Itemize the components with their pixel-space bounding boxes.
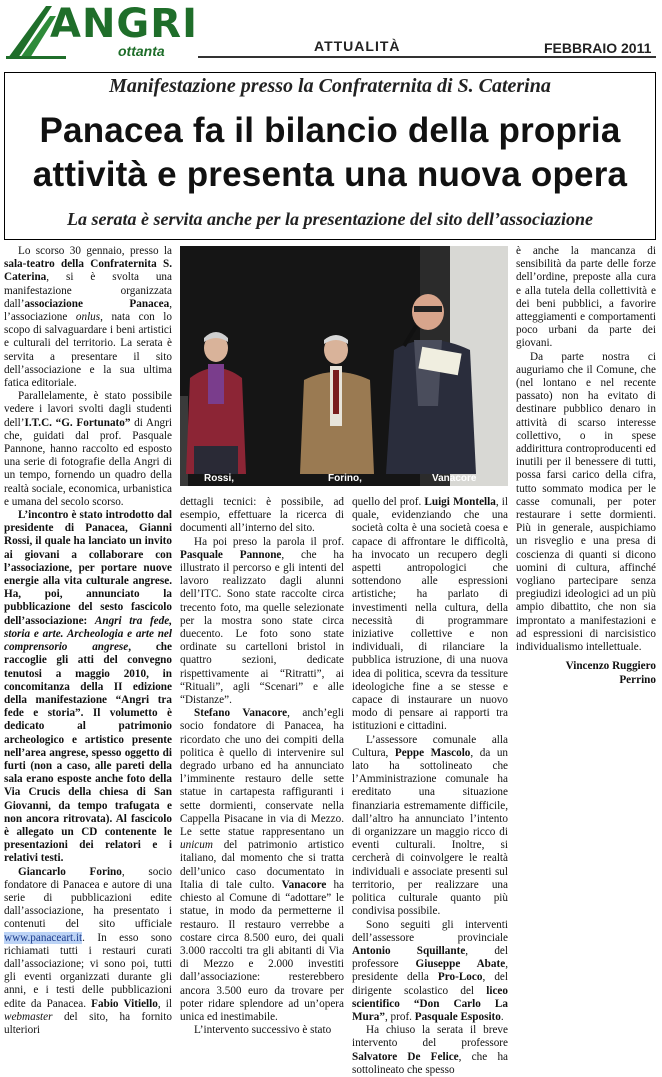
text: , nata con lo scopo di salvaguardare i beni artistici e culturali del territorio. La serata è servita a presentare il sito dell’associazione e la sua ultima fatica editoriale. (4, 311, 172, 390)
article-column-2 (180, 496, 344, 1037)
text: Antonio Squillante (352, 944, 466, 957)
caption-vanacore: Vanacore (432, 473, 477, 484)
text: Angri tra fede, storia e arte. Archeologia e arte nel comprensorio angrese (4, 614, 172, 654)
headline-box (4, 72, 656, 240)
paragraph (352, 734, 508, 919)
logo-sub-text: ottanta (118, 43, 165, 59)
text: Ha poi preso la parola il prof. (194, 535, 344, 548)
paragraph (4, 245, 172, 390)
paragraph: L’intervento successivo è stato (194, 1024, 332, 1037)
text: , che raccoglie gli atti del convegno tenutosi a maggio 2010, in concomitanza della II edizione della manifestazione “Angri tra fede e storia”. Il volumetto è dedicato al patrimonio archeologico e artistico presente nell’area angrese, spesso oggetto di furti (non a caso, alle pareti della sala erano esposte anche foto della Via Crucis della chiesa di San Giovanni, da tempo trafugata e non ancora ritrovata). Al fascicolo è allegato un CD contenente le presentazioni dei relatori e i relativi testi. (4, 641, 172, 865)
paragraph: dettagli tecnici: è possibile, ad esempio, effettuare la ricerca di documenti all’interno del sito. (180, 496, 344, 535)
kicker: Manifestazione presso la Confraternita di S. Caterina (109, 75, 551, 97)
text: sala-teatro della Confraternita S. Caterina (4, 258, 172, 284)
text: associazione Panacea (24, 297, 170, 310)
text: del patrimonio artistico italiano, dal momento che si tratta dell’unico caso documentato in Italia di tale culto. (180, 839, 344, 891)
subheadline: La serata è servita anche per la presentazione del sito dell’associazione (67, 209, 593, 229)
text: Stefano Vanacore (194, 707, 288, 720)
paragraph (180, 536, 344, 708)
text: Pro-Loco (437, 971, 483, 984)
text: L’assessore comunale alla Cultura, (352, 733, 508, 759)
text: , l’associazione (4, 297, 172, 324)
text: , si è svolta una manifestazione organizzata dall’ (4, 271, 172, 310)
text: . In esso sono richiamati tutti i restauri curati dall’associazione; vi sono poi, tutti gli eventi organizzati durante gli anni, e i testi delle pubblicazioni edite da Panacea. (4, 931, 172, 1010)
text: . (500, 1010, 504, 1023)
caption-rossi: Rossi, (204, 473, 235, 484)
text: , del professore (352, 944, 509, 971)
text: Ha chiuso la serata il breve intervento del professore (352, 1024, 508, 1050)
text: , prof. (384, 1010, 415, 1023)
headline (5, 109, 655, 197)
text: ha chiesto al Comune di “adottare” le statue, in modo da permetterne il restauro. Il restauro verrebbe a costare circa 8.500 euro, dei quali 3.000 raccolti tra gli abitanti di Via di Mezzo e 2.000 investiti dall’associazione: resterebbero ancora 3.500 euro da trovare per poter ridare splendore ad un’opera unica ed inestimabile. (180, 878, 345, 1023)
text: webmaster (4, 1010, 53, 1023)
text: Luigi Montella (424, 496, 496, 508)
text: Peppe Mascolo (394, 746, 471, 759)
text: Vanacore (281, 878, 327, 891)
article-column-1 (4, 245, 172, 1037)
text: liceo scientifico “Don Carlo La Mura” (352, 984, 508, 1023)
text: del sito, ha fornito ulteriori (4, 1010, 172, 1036)
event-photo (180, 246, 508, 486)
paragraph (4, 866, 172, 1038)
section-label: ATTUALITÀ (314, 38, 401, 54)
text: di Angri che, guidati dal prof. Pasquale Pannone, hanno raccolto ed esposto una serie di fotografie della Angri di un tempo, fornendo un quadro della realtà sociale, economica, urbanistica e umana del secolo scorso. (4, 416, 172, 508)
text: Perrino (619, 673, 656, 686)
text: , del dirigente scolastico del (352, 971, 509, 997)
paragraph (352, 1024, 508, 1077)
text: Vincenzo Ruggiero (565, 660, 656, 673)
text: Giancarlo Forino (18, 865, 122, 878)
text: , presidente della (352, 958, 508, 984)
text: , da un lato ha sottolineato che l’Amministrazione comunale ha ereditato una situazione finanziaria estremamente difficile, dall’altro ha annunciato l’intento di organizzare un maggio ricco di eventi culturali. Inoltre, si cercherà di coinvolgere le realtà individuali e associate presenti sul territorio, per realizzare una politica culturale quanto più condivisa possibile. (352, 746, 509, 918)
text: Salvatore De Felice (352, 1050, 459, 1063)
text: , anch’egli socio fondatore di Panacea, ha ricordato che uno dei compiti della politica è quello di intervenire sul degrado urbano ed ha annunciato l’imminente restauro delle sette statue in cartapesta raffiguranti i sette dormienti, conservate nella Cappella Pisacane in via di Mezzo. Le sette statue rappresentano un (180, 707, 344, 839)
text: quello del prof. (352, 496, 425, 508)
angri-ottanta-logo (6, 1, 198, 60)
article-column-4 (516, 245, 656, 687)
photo-scene (180, 246, 508, 486)
site-link[interactable]: www.panaceart.it (4, 931, 83, 944)
header-rule (198, 56, 656, 58)
text: Parallelamente, è stato possibile vedere i lavori svolti dagli studenti dell’ (4, 390, 172, 429)
text: Sono seguiti gli interventi dell’assessore provinciale (352, 918, 508, 944)
issue-date: FEBBRAIO 2011 (544, 40, 652, 56)
caption-forino: Forino, (328, 473, 362, 484)
masthead (0, 0, 662, 66)
text: , il (157, 997, 172, 1010)
text: Pasquale Pannone (180, 548, 282, 561)
text: L’incontro è stato introdotto dal presidente di Panacea, Gianni Rossi, il quale ha lanciato un invito ai giovani a collaborare con l’associazione, per portare nuove energie alla vita culturale angrese. Ha, poi, annunciato la pubblicazione del sesto fascicolo dell’associazione: (4, 509, 172, 627)
paragraph (180, 707, 344, 1024)
text: Lo scorso 30 gennaio, presso la (18, 245, 172, 257)
paragraph (352, 919, 508, 1025)
paragraph (4, 509, 172, 865)
text: Giuseppe Abate (415, 958, 506, 971)
paragraph (352, 496, 508, 734)
text: Fabio Vitiello (91, 997, 158, 1010)
headline-line-1: Panacea fa il bilancio della propria (39, 111, 621, 150)
text: , che ha sottolineato che spesso (352, 1050, 508, 1076)
logo-main-text: ANGRI (50, 1, 198, 47)
text: unicum (180, 839, 213, 852)
text: Pasquale Esposito (414, 1010, 501, 1023)
text: I.T.C. “G. Fortunato” (24, 416, 131, 429)
text: , che ha illustrato il percorso e gli intenti del lavoro realizzato dagli alunni dell’ITC. Sono state raccolte circa trecento foto, ma quelle selezionate per la mostra sono state circa duecento. Le foto sono state ordinate su cartelloni bristol in quattro sezioni, dedicate rispettivamente ai “Ritratti”, ai “Rituali”, agli “Scenari” e alle “Distanze”. (180, 548, 344, 707)
article-column-3 (352, 496, 508, 1077)
text: , il quale, evidenziando che una società colta è una società coesa e capace di affrontare le difficoltà, ha invocato un recupero degli aspetti antropologici che sottendono alle espressioni artistiche; ha parlato di investimenti nella cultura, della necessità di programmare iniziative collettive e non individuali, di rilanciare la pubblica istruzione, di una nuova idea di politica, scevra da tessiture ideologiche fine a se stesse e capace di instaurare un nuovo modo di pensare ai rapporti tra istituzioni e cittadini. (352, 496, 508, 733)
text: onlus (75, 311, 101, 324)
paragraph: Da parte nostra ci auguriamo che il Comune, che (nel lontano e nel recente passato) non ha evitato di destinare pubblico denaro in attività di scarso interesse collettivo, o in spese addirittura controproducenti ed inutili per il benessere di tutti, possa farsi carico della cifra, tutto sommato modica per le casse comunali, per poter restaurare i sette dormienti. Più in generale, auspichiamo un risveglio e una presa di coscienza di quanti si dicono uomini di cultura, affinché vogliano partecipare senza pregiudizi ideologici ad un più ampio dibattito, che non sia improntato a manifestazioni e ad espressioni di narcisistico individualismo intellettuale. (516, 350, 656, 654)
paragraph: è anche la mancanza di sensibilità da parte delle forze dell’ordine, preposte alla cura e alla tutela della collettività e dei beni pubblici, a favorire atteggiamenti e comportamenti poco urbani da parte dei giovani. (516, 245, 656, 350)
text: , socio fondatore di Panacea e autore di una serie di pubblicazioni edite dall’associazione, ha presentato i contenuti del sito ufficiale (4, 865, 172, 931)
headline-line-2: attività e presenta una nuova opera (32, 155, 628, 194)
paragraph (4, 390, 172, 509)
author-signature (516, 660, 656, 686)
